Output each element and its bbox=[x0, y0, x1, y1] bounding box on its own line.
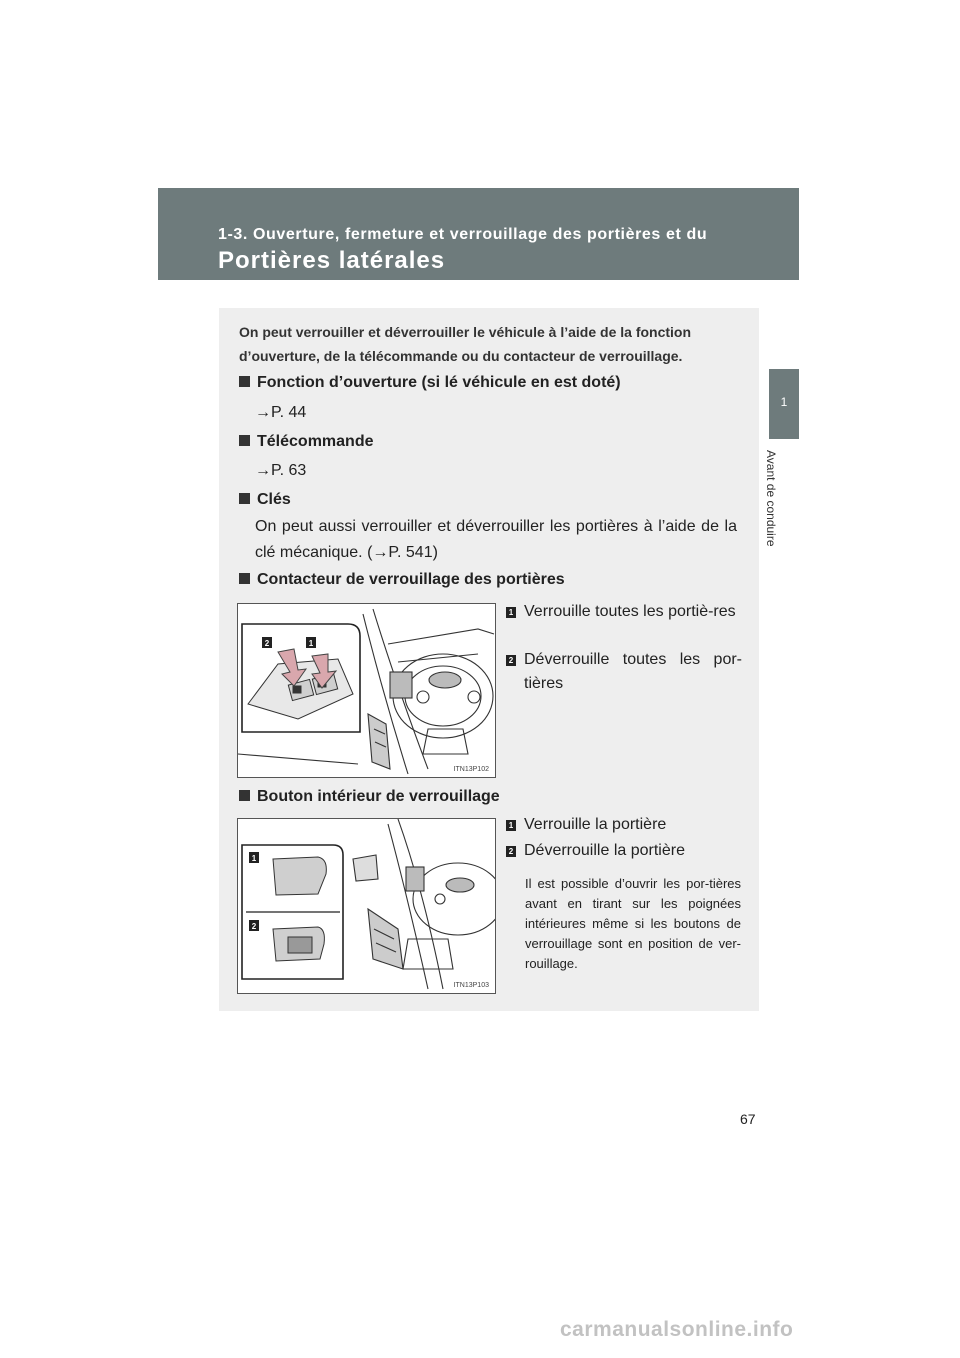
svg-text:1: 1 bbox=[251, 854, 257, 863]
number-badge: 2 bbox=[506, 846, 516, 857]
chapter-number: 1 bbox=[780, 395, 788, 409]
svg-text:1: 1 bbox=[308, 639, 314, 648]
page-number: 67 bbox=[740, 1111, 756, 1127]
watermark: carmanualsonline.info bbox=[560, 1318, 794, 1341]
square-bullet-icon bbox=[239, 376, 250, 387]
section-heading-bouton-interieur: Bouton intérieur de verrouillage bbox=[239, 788, 500, 806]
svg-text:2: 2 bbox=[251, 922, 257, 931]
square-bullet-icon bbox=[239, 573, 250, 584]
dashboard-switch-drawing bbox=[238, 604, 495, 777]
chapter-tab bbox=[769, 369, 799, 439]
page-reference-link[interactable]: →P. 63 bbox=[255, 462, 307, 479]
square-bullet-icon bbox=[239, 435, 250, 446]
figure-code: ITN13P103 bbox=[453, 982, 489, 989]
numbered-item-unlock-all: 2 Déverrouille toutes les por-tières bbox=[506, 648, 742, 696]
cles-body-text: On peut aussi verrouiller et déverrouiller les portières à l’aide de la clé mécanique. (→P. 541) bbox=[255, 518, 737, 561]
door-panel-drawing bbox=[238, 819, 495, 993]
page-title: Portières latérales bbox=[218, 247, 446, 274]
section-heading-telecommande: Télécommande bbox=[239, 433, 373, 451]
content-box bbox=[219, 308, 759, 1011]
intro-text: On peut verrouiller et déverrouiller le véhicule à l’aide de la fonction d’ouverture, de la télécommande ou du contacteur de verrouillage. bbox=[239, 324, 692, 364]
square-bullet-icon bbox=[239, 790, 250, 801]
chapter-label: Avant de conduire bbox=[764, 450, 778, 547]
page-reference-link[interactable]: →P. 44 bbox=[255, 404, 307, 421]
numbered-item-lock-door: 1 Verrouille la portière bbox=[506, 813, 742, 837]
section-heading-contacteur: Contacteur de verrouillage des portières bbox=[239, 571, 565, 589]
note-text: Il est possible d’ouvrir les por-tières avant en tirant sur les poignées intérieures même si les boutons de verrouillage sont en position de ver-rouillage. bbox=[525, 876, 741, 971]
svg-text:2: 2 bbox=[264, 639, 270, 648]
number-badge: 1 bbox=[506, 607, 516, 618]
inside-lock-button-illustration bbox=[237, 818, 496, 994]
numbered-item-lock-all: 1 Verrouille toutes les portiè-res bbox=[506, 600, 742, 624]
door-lock-switch-illustration bbox=[237, 603, 496, 778]
figure-code: ITN13P102 bbox=[453, 766, 489, 773]
section-heading-cles: Clés bbox=[239, 491, 291, 509]
square-bullet-icon bbox=[239, 493, 250, 504]
section-title: 1-3. Ouverture, fermeture et verrouillage des portières et du bbox=[218, 226, 708, 243]
numbered-item-unlock-door: 2 Déverrouille la portière bbox=[506, 839, 742, 863]
number-badge: 2 bbox=[506, 655, 516, 666]
section-heading-ouverture: Fonction d’ouverture (si lé véhicule en est doté) bbox=[239, 374, 621, 392]
number-badge: 1 bbox=[506, 820, 516, 831]
